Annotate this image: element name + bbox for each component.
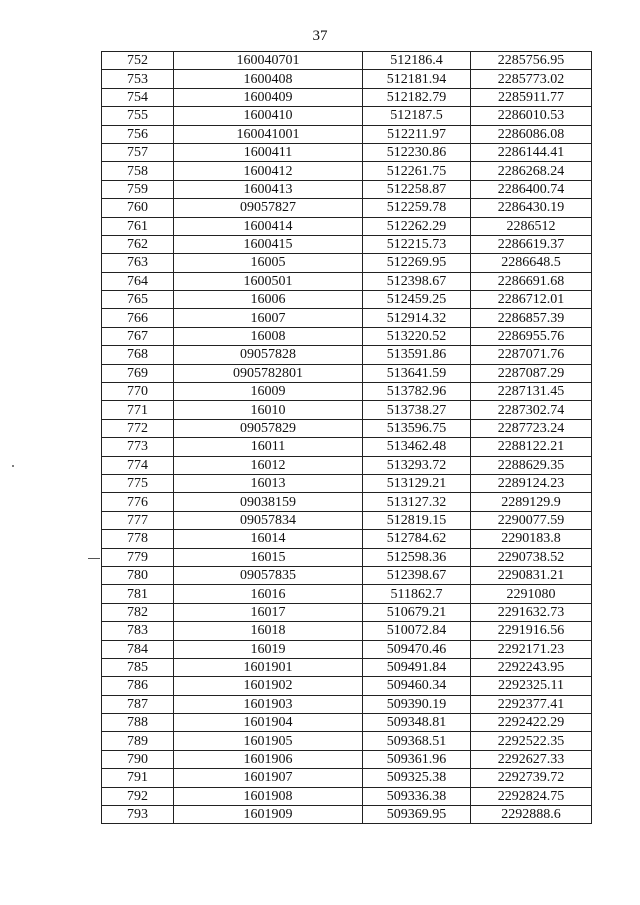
- cell-point-id: 160041001: [174, 125, 363, 143]
- table-row: [102, 364, 592, 382]
- cell-point-id: 09057834: [174, 511, 363, 529]
- cell-y-coordinate: 2288122.21: [471, 438, 592, 456]
- cell-index: 790: [102, 750, 174, 768]
- table-row: [102, 235, 592, 253]
- cell-y-coordinate: 2291080: [471, 585, 592, 603]
- cell-x-coordinate: 510072.84: [363, 622, 471, 640]
- cell-y-coordinate: 2288629.35: [471, 456, 592, 474]
- cell-x-coordinate: 513462.48: [363, 438, 471, 456]
- table-row: [102, 548, 592, 566]
- cell-x-coordinate: 513129.21: [363, 474, 471, 492]
- cell-point-id: 16011: [174, 438, 363, 456]
- table-row: [102, 603, 592, 621]
- cell-point-id: 1601906: [174, 750, 363, 768]
- cell-x-coordinate: 513596.75: [363, 419, 471, 437]
- cell-x-coordinate: 512261.75: [363, 162, 471, 180]
- cell-y-coordinate: 2292171.23: [471, 640, 592, 658]
- cell-point-id: 16005: [174, 254, 363, 272]
- cell-x-coordinate: 509460.34: [363, 677, 471, 695]
- cell-point-id: 09057829: [174, 419, 363, 437]
- table-row: [102, 217, 592, 235]
- cell-index: 793: [102, 806, 174, 824]
- cell-y-coordinate: 2286144.41: [471, 143, 592, 161]
- coordinates-table: [101, 51, 592, 824]
- table-row: [102, 254, 592, 272]
- cell-y-coordinate: 2286400.74: [471, 180, 592, 198]
- cell-x-coordinate: 512398.67: [363, 272, 471, 290]
- cell-y-coordinate: 2286010.53: [471, 107, 592, 125]
- cell-point-id: 1601901: [174, 658, 363, 676]
- cell-y-coordinate: 2292377.41: [471, 695, 592, 713]
- cell-point-id: 16006: [174, 291, 363, 309]
- cell-point-id: 16015: [174, 548, 363, 566]
- cell-point-id: 1601908: [174, 787, 363, 805]
- cell-index: 759: [102, 180, 174, 198]
- cell-point-id: 1600409: [174, 88, 363, 106]
- cell-y-coordinate: 2292888.6: [471, 806, 592, 824]
- cell-point-id: 1600501: [174, 272, 363, 290]
- cell-index: 765: [102, 291, 174, 309]
- cell-index: 771: [102, 401, 174, 419]
- cell-x-coordinate: 513127.32: [363, 493, 471, 511]
- table-row: [102, 530, 592, 548]
- table-row: [102, 750, 592, 768]
- cell-x-coordinate: 512186.4: [363, 52, 471, 70]
- cell-x-coordinate: 509348.81: [363, 714, 471, 732]
- cell-y-coordinate: 2292627.33: [471, 750, 592, 768]
- cell-index: 780: [102, 566, 174, 584]
- cell-index: 773: [102, 438, 174, 456]
- cell-point-id: 1601902: [174, 677, 363, 695]
- cell-point-id: 1600410: [174, 107, 363, 125]
- cell-index: 768: [102, 346, 174, 364]
- cell-index: 781: [102, 585, 174, 603]
- cell-index: 754: [102, 88, 174, 106]
- table-row: [102, 291, 592, 309]
- cell-x-coordinate: 511862.7: [363, 585, 471, 603]
- cell-index: 767: [102, 327, 174, 345]
- cell-y-coordinate: 2292824.75: [471, 787, 592, 805]
- cell-x-coordinate: 510679.21: [363, 603, 471, 621]
- cell-index: 784: [102, 640, 174, 658]
- table-row: [102, 383, 592, 401]
- cell-y-coordinate: 2286648.5: [471, 254, 592, 272]
- cell-y-coordinate: 2290077.59: [471, 511, 592, 529]
- cell-y-coordinate: 2286955.76: [471, 327, 592, 345]
- cell-x-coordinate: 509369.95: [363, 806, 471, 824]
- cell-y-coordinate: 2286857.39: [471, 309, 592, 327]
- table-row: [102, 327, 592, 345]
- cell-x-coordinate: 512211.97: [363, 125, 471, 143]
- cell-y-coordinate: 2287723.24: [471, 419, 592, 437]
- table-row: [102, 107, 592, 125]
- cell-index: 775: [102, 474, 174, 492]
- table-row: [102, 787, 592, 805]
- table-body: [102, 52, 592, 824]
- table-row: [102, 199, 592, 217]
- cell-point-id: 16009: [174, 383, 363, 401]
- cell-x-coordinate: 512459.25: [363, 291, 471, 309]
- cell-x-coordinate: 513591.86: [363, 346, 471, 364]
- table-row: [102, 438, 592, 456]
- cell-point-id: 1601907: [174, 769, 363, 787]
- cell-y-coordinate: 2291632.73: [471, 603, 592, 621]
- cell-index: 788: [102, 714, 174, 732]
- cell-y-coordinate: 2292522.35: [471, 732, 592, 750]
- table-row: [102, 640, 592, 658]
- cell-x-coordinate: 509491.84: [363, 658, 471, 676]
- cell-y-coordinate: 2286268.24: [471, 162, 592, 180]
- cell-point-id: 1601903: [174, 695, 363, 713]
- cell-y-coordinate: 2292739.72: [471, 769, 592, 787]
- cell-y-coordinate: 2286430.19: [471, 199, 592, 217]
- cell-x-coordinate: 513220.52: [363, 327, 471, 345]
- cell-point-id: 09038159: [174, 493, 363, 511]
- cell-y-coordinate: 2292422.29: [471, 714, 592, 732]
- cell-point-id: 16012: [174, 456, 363, 474]
- cell-point-id: 1600408: [174, 70, 363, 88]
- table-row: [102, 272, 592, 290]
- cell-y-coordinate: 2285773.02: [471, 70, 592, 88]
- cell-x-coordinate: 512258.87: [363, 180, 471, 198]
- cell-index: 770: [102, 383, 174, 401]
- cell-index: 755: [102, 107, 174, 125]
- cell-index: 762: [102, 235, 174, 253]
- cell-x-coordinate: 512398.67: [363, 566, 471, 584]
- cell-index: 776: [102, 493, 174, 511]
- table-row: [102, 585, 592, 603]
- table-row: [102, 566, 592, 584]
- table-row: [102, 88, 592, 106]
- cell-x-coordinate: 512182.79: [363, 88, 471, 106]
- table-row: [102, 658, 592, 676]
- cell-point-id: 09057835: [174, 566, 363, 584]
- cell-x-coordinate: 509361.96: [363, 750, 471, 768]
- cell-index: 792: [102, 787, 174, 805]
- cell-point-id: 160040701: [174, 52, 363, 70]
- cell-index: 779: [102, 548, 174, 566]
- cell-point-id: 1600415: [174, 235, 363, 253]
- cell-x-coordinate: 513738.27: [363, 401, 471, 419]
- cell-y-coordinate: 2292243.95: [471, 658, 592, 676]
- cell-y-coordinate: 2291916.56: [471, 622, 592, 640]
- cell-x-coordinate: 509336.38: [363, 787, 471, 805]
- cell-index: 757: [102, 143, 174, 161]
- cell-point-id: 09057827: [174, 199, 363, 217]
- table-row: [102, 493, 592, 511]
- cell-index: 787: [102, 695, 174, 713]
- cell-index: 758: [102, 162, 174, 180]
- cell-index: 777: [102, 511, 174, 529]
- cell-point-id: 1601905: [174, 732, 363, 750]
- cell-y-coordinate: 2289129.9: [471, 493, 592, 511]
- cell-y-coordinate: 2285756.95: [471, 52, 592, 70]
- cell-y-coordinate: 2286086.08: [471, 125, 592, 143]
- cell-y-coordinate: 2290831.21: [471, 566, 592, 584]
- table-row: [102, 511, 592, 529]
- cell-y-coordinate: 2287131.45: [471, 383, 592, 401]
- cell-index: 763: [102, 254, 174, 272]
- cell-y-coordinate: 2287087.29: [471, 364, 592, 382]
- cell-point-id: 16016: [174, 585, 363, 603]
- cell-point-id: 1601909: [174, 806, 363, 824]
- cell-x-coordinate: 513641.59: [363, 364, 471, 382]
- cell-x-coordinate: 512215.73: [363, 235, 471, 253]
- cell-index: 752: [102, 52, 174, 70]
- cell-x-coordinate: 509390.19: [363, 695, 471, 713]
- table-row: [102, 695, 592, 713]
- table-row: [102, 346, 592, 364]
- table-row: [102, 677, 592, 695]
- page-number: 37: [312, 28, 328, 44]
- cell-point-id: 16019: [174, 640, 363, 658]
- cell-point-id: 09057828: [174, 346, 363, 364]
- cell-x-coordinate: 512181.94: [363, 70, 471, 88]
- cell-x-coordinate: 513782.96: [363, 383, 471, 401]
- table-row: [102, 125, 592, 143]
- cell-point-id: 16008: [174, 327, 363, 345]
- cell-y-coordinate: 2290183.8: [471, 530, 592, 548]
- cell-y-coordinate: 2286512: [471, 217, 592, 235]
- cell-y-coordinate: 2285911.77: [471, 88, 592, 106]
- cell-point-id: 0905782801: [174, 364, 363, 382]
- margin-dash-mark: [88, 558, 100, 559]
- cell-index: 786: [102, 677, 174, 695]
- table-row: [102, 456, 592, 474]
- table-row: [102, 162, 592, 180]
- cell-point-id: 1600414: [174, 217, 363, 235]
- cell-point-id: 1601904: [174, 714, 363, 732]
- cell-y-coordinate: 2290738.52: [471, 548, 592, 566]
- cell-index: 761: [102, 217, 174, 235]
- table-row: [102, 143, 592, 161]
- cell-x-coordinate: 513293.72: [363, 456, 471, 474]
- cell-index: 766: [102, 309, 174, 327]
- cell-index: 783: [102, 622, 174, 640]
- cell-y-coordinate: 2286691.68: [471, 272, 592, 290]
- cell-point-id: 1600411: [174, 143, 363, 161]
- cell-index: 774: [102, 456, 174, 474]
- cell-x-coordinate: 512187.5: [363, 107, 471, 125]
- cell-index: 760: [102, 199, 174, 217]
- table-row: [102, 419, 592, 437]
- cell-x-coordinate: 512259.78: [363, 199, 471, 217]
- cell-index: 756: [102, 125, 174, 143]
- cell-x-coordinate: 512230.86: [363, 143, 471, 161]
- cell-index: 782: [102, 603, 174, 621]
- table-row: [102, 401, 592, 419]
- cell-point-id: 16007: [174, 309, 363, 327]
- cell-x-coordinate: 509368.51: [363, 732, 471, 750]
- table-row: [102, 180, 592, 198]
- margin-dot-mark: [12, 465, 14, 467]
- table-row: [102, 714, 592, 732]
- table-row: [102, 309, 592, 327]
- cell-index: 764: [102, 272, 174, 290]
- cell-x-coordinate: 512784.62: [363, 530, 471, 548]
- cell-point-id: 1600412: [174, 162, 363, 180]
- cell-y-coordinate: 2287071.76: [471, 346, 592, 364]
- cell-index: 778: [102, 530, 174, 548]
- cell-y-coordinate: 2289124.23: [471, 474, 592, 492]
- table-row: [102, 769, 592, 787]
- cell-y-coordinate: 2287302.74: [471, 401, 592, 419]
- cell-x-coordinate: 512262.29: [363, 217, 471, 235]
- cell-point-id: 1600413: [174, 180, 363, 198]
- cell-x-coordinate: 512819.15: [363, 511, 471, 529]
- cell-index: 789: [102, 732, 174, 750]
- table-row: [102, 732, 592, 750]
- cell-y-coordinate: 2286619.37: [471, 235, 592, 253]
- cell-index: 769: [102, 364, 174, 382]
- cell-point-id: 16010: [174, 401, 363, 419]
- cell-x-coordinate: 509470.46: [363, 640, 471, 658]
- cell-index: 772: [102, 419, 174, 437]
- cell-y-coordinate: 2286712.01: [471, 291, 592, 309]
- cell-x-coordinate: 512598.36: [363, 548, 471, 566]
- table-row: [102, 70, 592, 88]
- cell-index: 791: [102, 769, 174, 787]
- cell-x-coordinate: 509325.38: [363, 769, 471, 787]
- table-row: [102, 806, 592, 824]
- table-row: [102, 622, 592, 640]
- cell-point-id: 16017: [174, 603, 363, 621]
- cell-point-id: 16013: [174, 474, 363, 492]
- cell-point-id: 16018: [174, 622, 363, 640]
- cell-x-coordinate: 512269.95: [363, 254, 471, 272]
- table-row: [102, 474, 592, 492]
- cell-x-coordinate: 512914.32: [363, 309, 471, 327]
- table-row: [102, 52, 592, 70]
- cell-y-coordinate: 2292325.11: [471, 677, 592, 695]
- cell-point-id: 16014: [174, 530, 363, 548]
- cell-index: 785: [102, 658, 174, 676]
- cell-index: 753: [102, 70, 174, 88]
